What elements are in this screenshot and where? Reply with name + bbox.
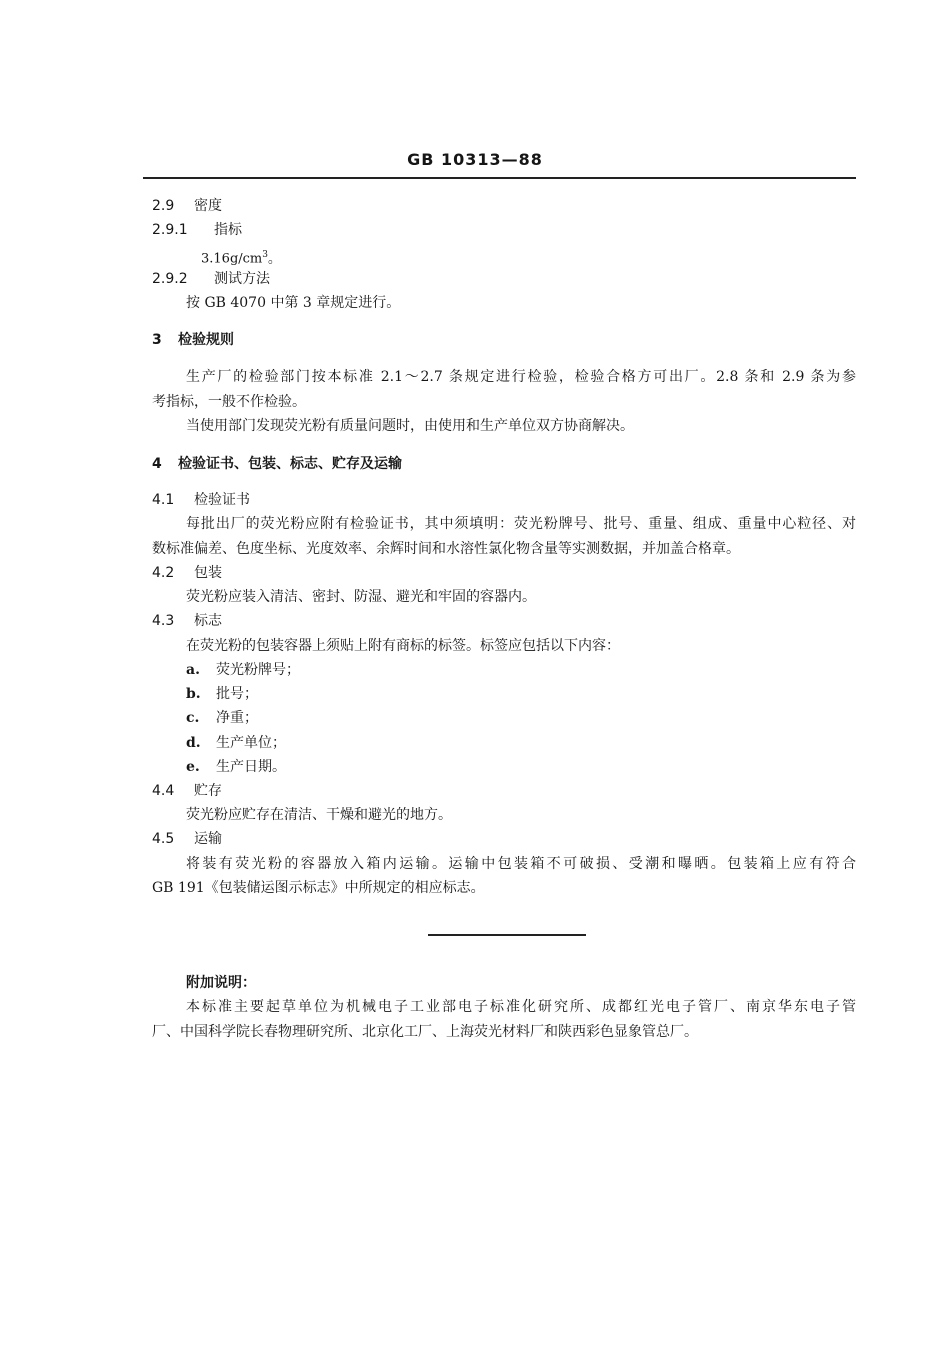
header-rule [143,177,856,179]
list-item [186,709,258,727]
section-number: 2.9.2 [152,271,188,287]
section-3-paragraph-1-line-1: 生产厂的检验部门按本标准 2.1～2.7 条规定进行检验，检验合格方可出厂。2.8 条和 2.9 条为参 [186,369,856,385]
section-4-5-line-1: 将装有荧光粉的容器放入箱内运输。运输中包装箱不可破损、受潮和曝晒。包装箱上应有符合 [186,856,856,872]
section-title: 包装 [194,565,222,581]
list-item-text: 荧光粉牌号； [216,662,300,678]
list-item [186,758,286,776]
section-2-9-heading [152,197,222,215]
section-3-heading [152,331,234,349]
section-divider [428,934,586,936]
appendix-title: 附加说明： [186,975,256,991]
list-item-letter: a. [186,662,200,678]
section-4-3-heading [152,612,222,630]
section-number: 2.9.1 [152,222,188,238]
section-number: 4.2 [152,565,175,581]
section-title: 密度 [194,198,222,214]
section-4-2-heading [152,564,222,582]
section-4-1-heading [152,491,250,509]
section-4-4-body: 荧光粉应贮存在清洁、干燥和避光的地方。 [186,807,452,823]
section-title: 标志 [194,613,222,629]
list-item-text: 生产单位； [216,735,286,751]
section-4-1-line-2: 数标准偏差、色度坐标、光度效率、余辉时间和水溶性氯化物含量等实测数据，并加盖合格章。 [152,541,740,557]
list-item [186,734,286,752]
section-2-9-2-body: 按 GB 4070 中第 3 章规定进行。 [186,295,401,311]
section-4-3-body: 在荧光粉的包装容器上须贴上附有商标的标签。标签应包括以下内容： [186,638,620,654]
density-value [201,246,281,268]
list-item-letter: b. [186,686,201,702]
list-item-letter: e. [186,759,200,775]
section-2-9-2-heading [152,270,270,288]
section-title: 检验规则 [178,332,234,348]
section-title: 贮存 [194,783,222,799]
list-item-letter: c. [186,710,200,726]
section-number: 4.3 [152,613,175,629]
section-4-5-heading [152,830,222,848]
section-number: 3 [152,332,162,348]
appendix-line-1: 本标准主要起草单位为机械电子工业部电子标准化研究所、成都红光电子管厂、南京华东电子管 [186,999,856,1015]
document-header: GB 10313—88 [407,150,543,169]
section-3-paragraph-1-line-2: 考指标，一般不作检验。 [152,394,306,410]
section-number: 4.5 [152,831,175,847]
list-item-text: 批号； [216,686,258,702]
section-2-9-1-heading [152,221,242,239]
section-title: 检验证书 [194,492,250,508]
list-item-text: 生产日期。 [216,759,286,775]
density-value-exponent: 3 [262,250,268,260]
section-title: 运输 [194,831,222,847]
list-item [186,685,258,703]
section-number: 2.9 [152,198,175,214]
section-4-4-heading [152,782,222,800]
list-item-letter: d. [186,735,201,751]
section-title: 检验证书、包装、标志、贮存及运输 [178,456,402,472]
appendix-line-2: 厂、中国科学院长春物理研究所、北京化工厂、上海荧光材料厂和陕西彩色显象管总厂。 [152,1024,698,1040]
section-number: 4.1 [152,492,175,508]
density-value-end: 。 [268,251,282,267]
section-4-2-body: 荧光粉应装入清洁、密封、防湿、避光和牢固的容器内。 [186,589,536,605]
section-3-paragraph-2: 当使用部门发现荧光粉有质量问题时，由使用和生产单位双方协商解决。 [186,418,634,434]
density-value-text: 3.16g/cm [201,251,263,267]
section-number: 4 [152,456,162,472]
section-4-1-line-1: 每批出厂的荧光粉应附有检验证书，其中须填明：荧光粉牌号、批号、重量、组成、重量中心粒径、对 [186,516,856,532]
section-title: 指标 [214,222,242,238]
section-4-5-line-2: GB 191《包装储运图示标志》中所规定的相应标志。 [152,880,485,896]
list-item [186,661,300,679]
list-item-text: 净重； [216,710,258,726]
section-title: 测试方法 [214,271,270,287]
section-4-heading [152,455,402,473]
section-number: 4.4 [152,783,175,799]
